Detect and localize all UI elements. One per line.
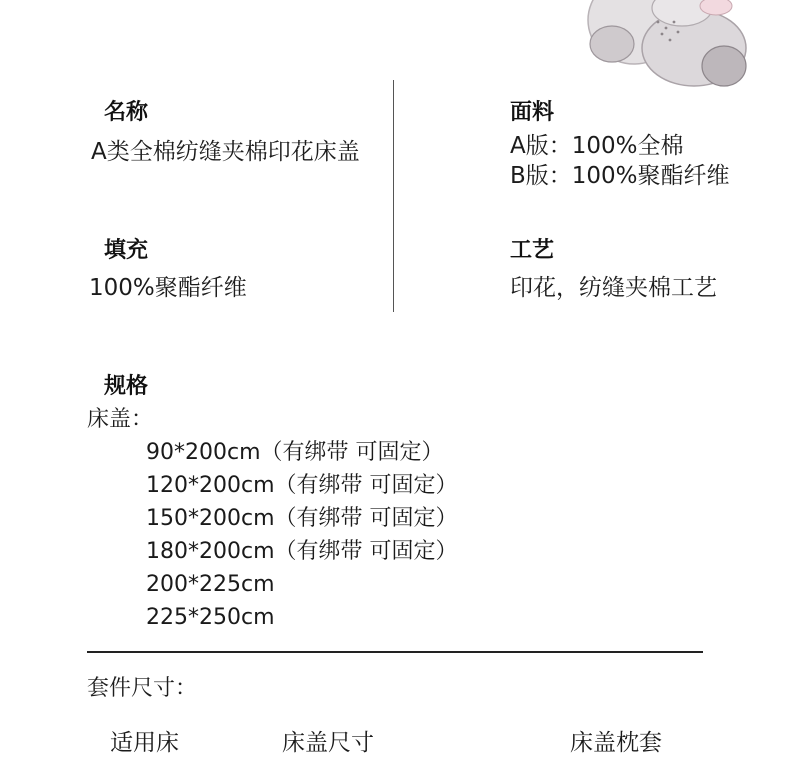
fabric-line-b: B版：100%聚酯纤维: [510, 163, 730, 189]
size-item: 225*250cm: [146, 605, 275, 630]
column-divider: [393, 80, 394, 312]
header-bed: 适用床: [110, 730, 179, 756]
size-item: 90*200cm（有绑带 可固定）: [146, 440, 444, 465]
fabric-line-a: A版：100%全棉: [510, 133, 684, 159]
filling-value: 100%聚酯纤维: [89, 275, 247, 301]
header-pillowcase: 床盖枕套: [570, 730, 662, 756]
craft-value: 印花，纺缝夹棉工艺: [510, 275, 717, 301]
name-label: 名称: [104, 100, 149, 125]
fabric-label: 面料: [510, 100, 555, 125]
bear-illustration-icon: [574, 0, 754, 95]
spec-label: 规格: [104, 374, 149, 399]
craft-label: 工艺: [510, 238, 555, 263]
size-item: 120*200cm（有绑带 可固定）: [146, 473, 458, 498]
size-item: 180*200cm（有绑带 可固定）: [146, 539, 458, 564]
set-sizes-label: 套件尺寸：: [87, 676, 198, 701]
section-divider: [87, 651, 703, 653]
filling-label: 填充: [104, 238, 149, 263]
bedspread-label: 床盖：: [87, 407, 154, 432]
name-value: A类全棉纺缝夹棉印花床盖: [91, 139, 360, 165]
header-bedspread-size: 床盖尺寸: [282, 730, 374, 756]
size-item: 150*200cm（有绑带 可固定）: [146, 506, 458, 531]
size-item: 200*225cm: [146, 572, 275, 597]
